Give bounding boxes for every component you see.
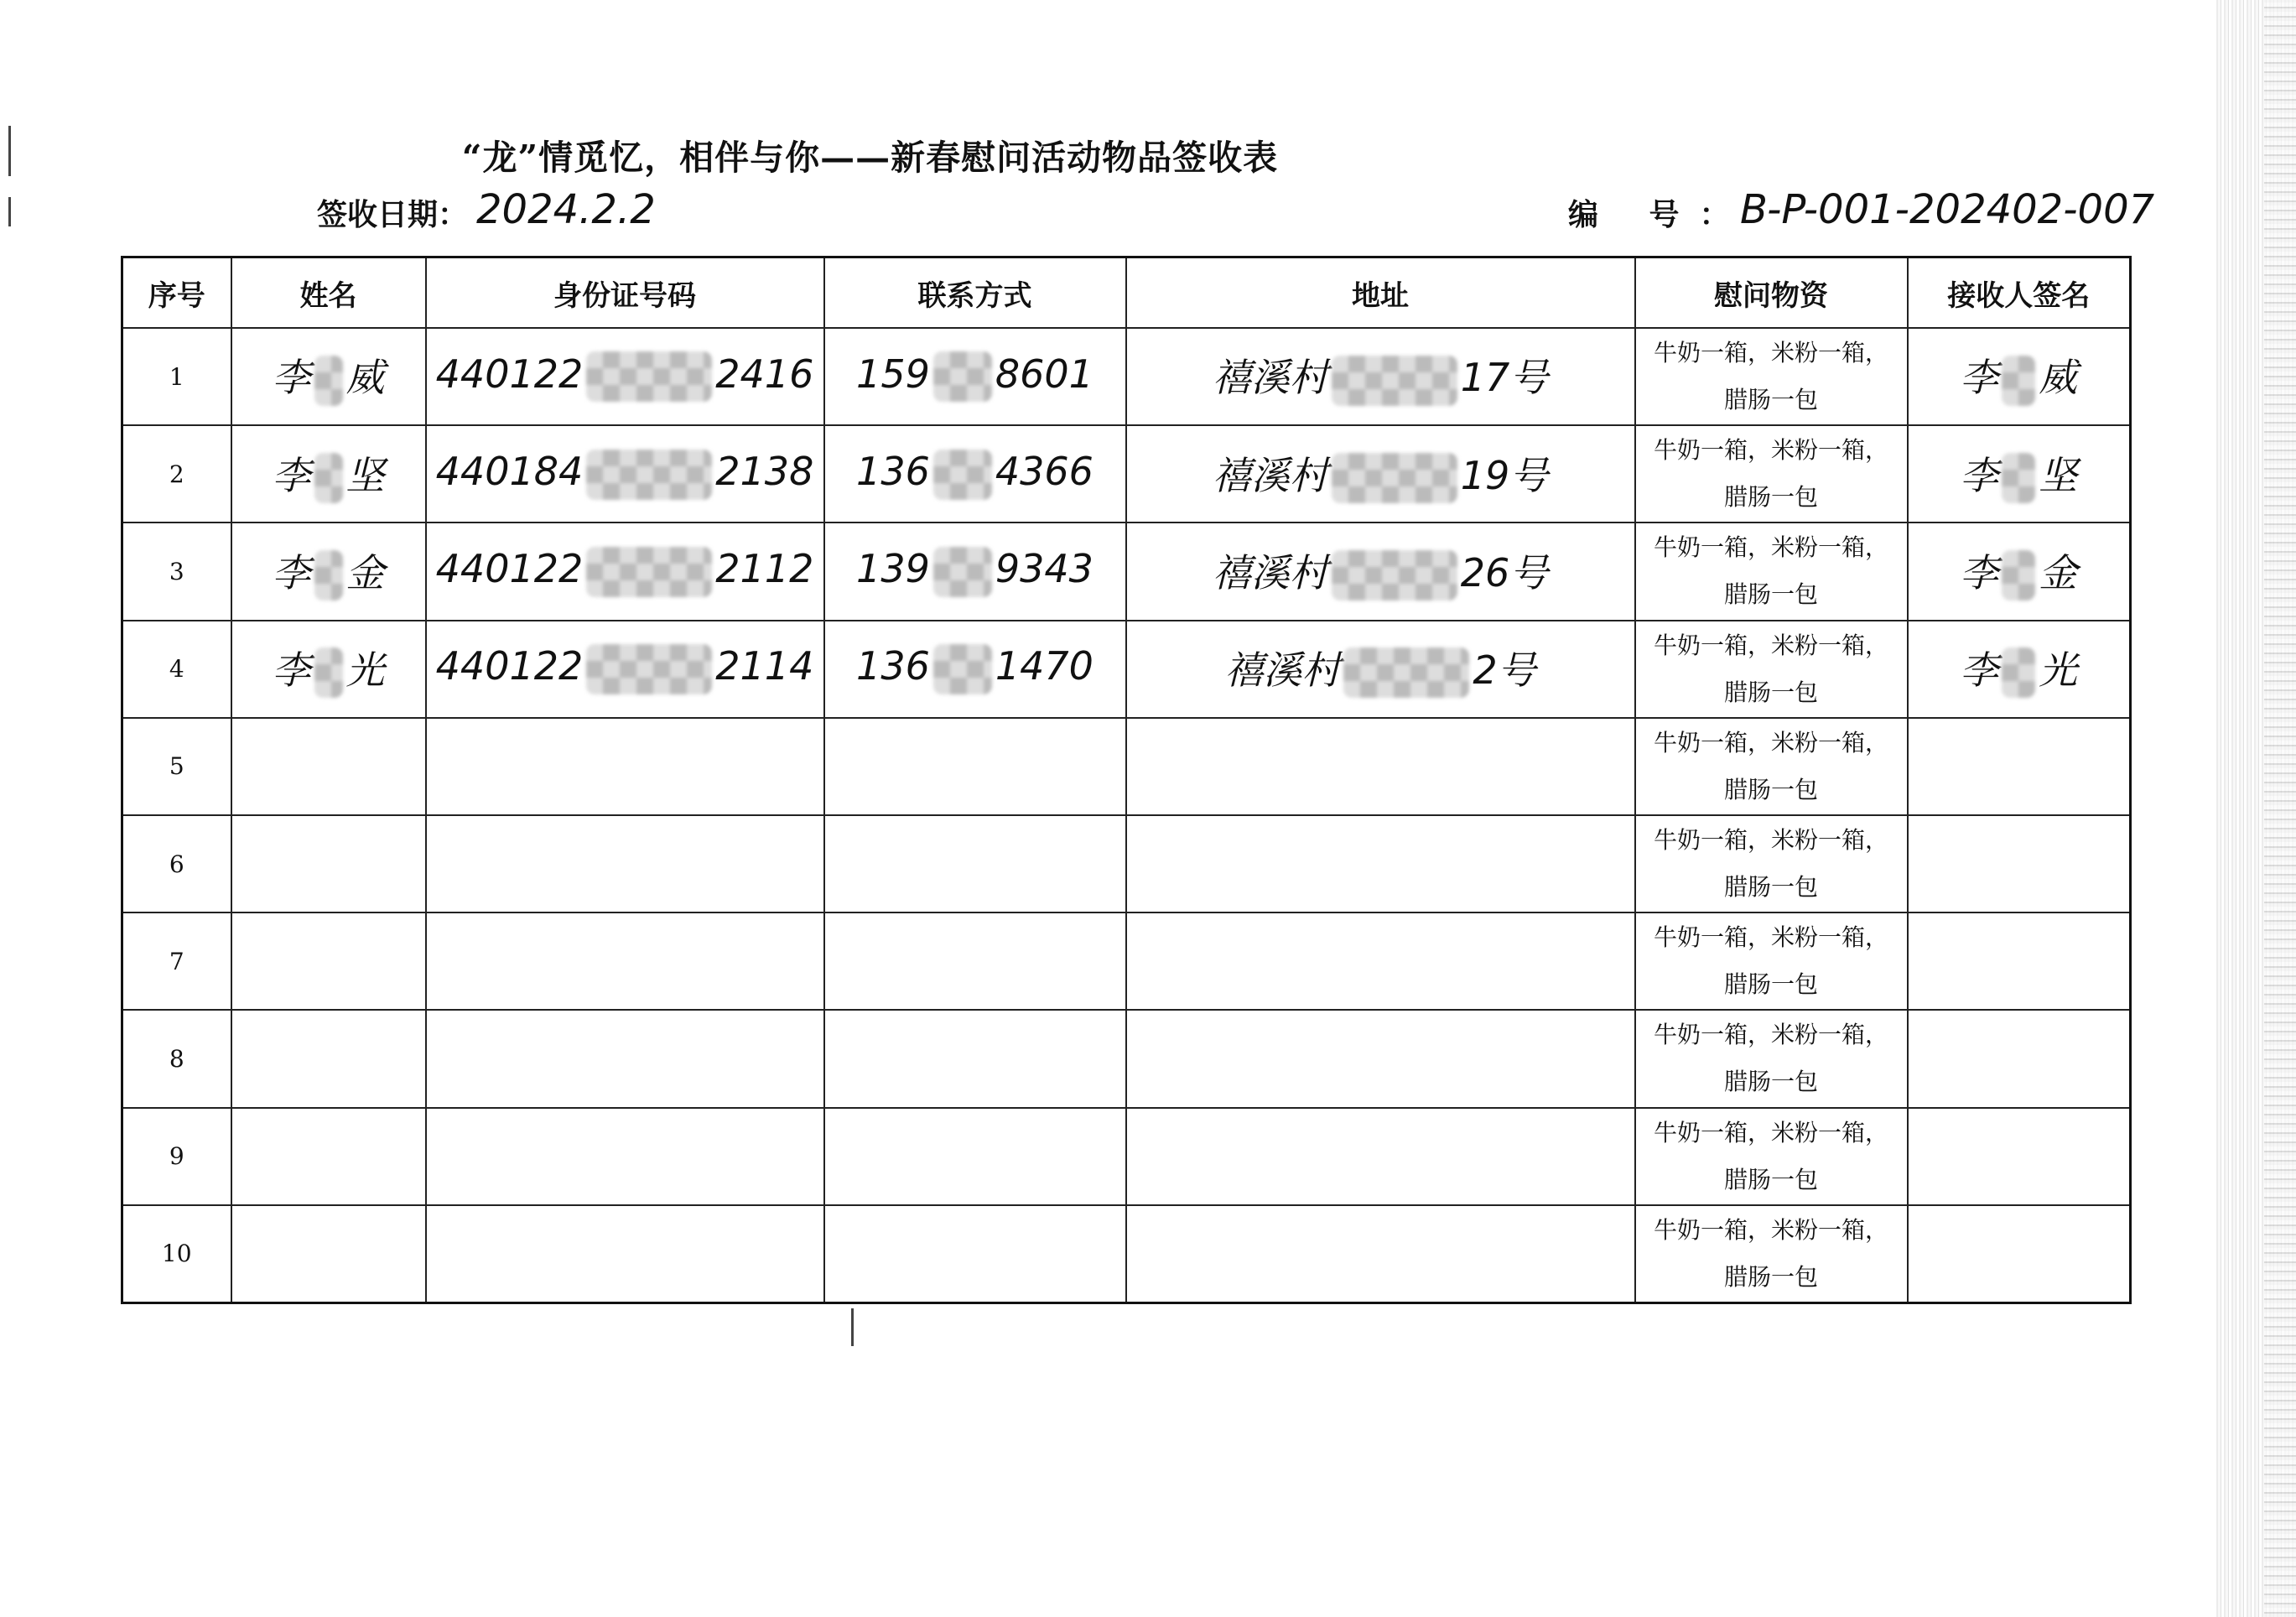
row-signature bbox=[1908, 815, 2131, 912]
sign-date-label: 签收日期： bbox=[317, 197, 469, 232]
row-seq bbox=[122, 523, 231, 620]
table-row bbox=[122, 815, 2131, 912]
row-id-number bbox=[426, 815, 824, 912]
table-header-row bbox=[122, 257, 2131, 329]
address-part: 禧溪村 bbox=[1224, 647, 1341, 693]
row-signature bbox=[1908, 425, 2131, 523]
scan-mark-left-2 bbox=[8, 197, 11, 226]
table-row bbox=[122, 1205, 2131, 1303]
serial-number-label: 编 号： bbox=[1568, 197, 1750, 232]
row-seq bbox=[122, 815, 231, 912]
row-seq bbox=[122, 425, 231, 523]
row-seq bbox=[122, 328, 231, 425]
row-signature bbox=[1908, 621, 2131, 718]
name-part: 坚 bbox=[345, 452, 385, 498]
redaction-blur bbox=[314, 647, 343, 698]
supply-line-2: 腊肠一包 bbox=[1723, 678, 1818, 706]
table-row bbox=[122, 1108, 2131, 1205]
redaction-blur bbox=[1332, 453, 1457, 503]
row-id-number bbox=[426, 1010, 824, 1107]
supply-line-1: 牛奶一箱，米粉一箱， bbox=[1653, 826, 1888, 855]
redaction-blur bbox=[2002, 647, 2035, 698]
signature-part: 李 bbox=[1960, 647, 1999, 693]
supply-line-2: 腊肠一包 bbox=[1723, 873, 1818, 902]
row-seq-text: 2 bbox=[169, 460, 184, 488]
header-contact: 联系方式 bbox=[824, 257, 1126, 329]
address-part: 17号 bbox=[1460, 355, 1549, 401]
header-id-number: 身份证号码 bbox=[426, 257, 824, 329]
row-seq-text: 7 bbox=[169, 947, 184, 975]
row-seq-text: 1 bbox=[169, 362, 184, 391]
name-part: 李 bbox=[272, 452, 311, 498]
id-part: 440122 bbox=[435, 643, 584, 689]
phone-part: 1470 bbox=[995, 643, 1093, 689]
phone-part: 159 bbox=[856, 351, 930, 397]
row-contact bbox=[824, 621, 1126, 718]
table-row bbox=[122, 425, 2131, 523]
phone-part: 136 bbox=[856, 643, 930, 689]
supply-line-2: 腊肠一包 bbox=[1723, 1068, 1818, 1096]
id-part: 2112 bbox=[715, 546, 814, 592]
header-address: 地址 bbox=[1126, 257, 1635, 329]
row-address bbox=[1126, 1205, 1635, 1303]
supply-line-2: 腊肠一包 bbox=[1723, 580, 1818, 609]
supply-line-1: 牛奶一箱，米粉一箱， bbox=[1653, 1021, 1888, 1049]
name-part: 金 bbox=[345, 549, 385, 595]
row-name bbox=[231, 1205, 426, 1303]
row-supplies bbox=[1635, 1010, 1908, 1107]
redaction-blur bbox=[2002, 356, 2035, 406]
row-id-number bbox=[426, 425, 824, 523]
supply-line-1: 牛奶一箱，米粉一箱， bbox=[1653, 923, 1888, 952]
row-supplies bbox=[1635, 815, 1908, 912]
row-contact bbox=[824, 523, 1126, 620]
row-supplies bbox=[1635, 425, 1908, 523]
supply-line-2: 腊肠一包 bbox=[1723, 1165, 1818, 1193]
row-name bbox=[231, 912, 426, 1010]
row-address bbox=[1126, 425, 1635, 523]
supply-line-2: 腊肠一包 bbox=[1723, 1262, 1818, 1291]
header-supplies: 慰问物资 bbox=[1635, 257, 1908, 329]
row-seq-text: 3 bbox=[169, 557, 184, 585]
redaction-blur bbox=[314, 550, 343, 601]
row-seq-text: 6 bbox=[169, 850, 184, 878]
row-contact bbox=[824, 328, 1126, 425]
row-seq-text: 8 bbox=[169, 1044, 184, 1073]
redaction-blur bbox=[314, 453, 343, 503]
row-signature bbox=[1908, 523, 2131, 620]
row-address bbox=[1126, 523, 1635, 620]
row-supplies bbox=[1635, 523, 1908, 620]
row-id-number bbox=[426, 328, 824, 425]
phone-part: 9343 bbox=[995, 546, 1093, 592]
table-row bbox=[122, 621, 2131, 718]
scan-mark-bottom bbox=[851, 1308, 854, 1346]
supply-line-1: 牛奶一箱，米粉一箱， bbox=[1653, 631, 1888, 659]
redaction-blur bbox=[1332, 356, 1457, 406]
row-name bbox=[231, 1010, 426, 1107]
signature-part: 李 bbox=[1960, 452, 1999, 498]
supply-line-1: 牛奶一箱，米粉一箱， bbox=[1653, 1118, 1888, 1146]
row-address bbox=[1126, 718, 1635, 815]
redaction-blur bbox=[933, 450, 992, 500]
signature-part: 李 bbox=[1960, 549, 1999, 595]
row-seq bbox=[122, 912, 231, 1010]
row-id-number bbox=[426, 912, 824, 1010]
signature-part: 李 bbox=[1960, 355, 1999, 401]
signature-part: 光 bbox=[2039, 647, 2078, 693]
id-part: 440122 bbox=[435, 351, 584, 397]
row-name bbox=[231, 815, 426, 912]
supply-line-1: 牛奶一箱，米粉一箱， bbox=[1653, 1215, 1888, 1244]
id-part: 2416 bbox=[715, 351, 814, 397]
row-contact bbox=[824, 1108, 1126, 1205]
supply-line-1: 牛奶一箱，米粉一箱， bbox=[1653, 436, 1888, 465]
row-name bbox=[231, 328, 426, 425]
phone-part: 8601 bbox=[995, 351, 1093, 397]
row-id-number bbox=[426, 523, 824, 620]
row-name bbox=[231, 523, 426, 620]
name-part: 李 bbox=[272, 355, 311, 401]
id-part: 2138 bbox=[715, 449, 814, 495]
address-part: 26号 bbox=[1460, 549, 1549, 595]
row-supplies bbox=[1635, 621, 1908, 718]
id-part: 440184 bbox=[435, 449, 584, 495]
phone-part: 136 bbox=[856, 449, 930, 495]
supply-line-2: 腊肠一包 bbox=[1723, 483, 1818, 512]
row-signature bbox=[1908, 1205, 2131, 1303]
row-seq-text: 4 bbox=[169, 655, 184, 684]
table-row bbox=[122, 523, 2131, 620]
redaction-blur bbox=[2002, 453, 2035, 503]
row-address bbox=[1126, 1108, 1635, 1205]
address-part: 禧溪村 bbox=[1212, 452, 1328, 498]
row-address bbox=[1126, 328, 1635, 425]
row-seq-text: 10 bbox=[161, 1240, 192, 1268]
signature-part: 威 bbox=[2039, 355, 2078, 401]
scan-edge-noise bbox=[2264, 0, 2296, 1617]
redaction-blur bbox=[586, 547, 712, 597]
serial-number-value: B-P-001-202402-007 bbox=[1740, 186, 2155, 233]
row-name bbox=[231, 1108, 426, 1205]
row-address bbox=[1126, 1010, 1635, 1107]
supply-line-2: 腊肠一包 bbox=[1723, 970, 1818, 999]
supply-line-1: 牛奶一箱，米粉一箱， bbox=[1653, 339, 1888, 367]
table-row bbox=[122, 1010, 2131, 1107]
row-supplies bbox=[1635, 1205, 1908, 1303]
redaction-blur bbox=[314, 356, 343, 406]
row-signature bbox=[1908, 718, 2131, 815]
row-seq-text: 9 bbox=[169, 1142, 184, 1171]
header-seq: 序号 bbox=[122, 257, 231, 329]
phone-part: 4366 bbox=[995, 449, 1093, 495]
signature-part: 金 bbox=[2039, 549, 2078, 595]
row-contact bbox=[824, 912, 1126, 1010]
row-contact bbox=[824, 425, 1126, 523]
table-row bbox=[122, 912, 2131, 1010]
row-seq bbox=[122, 1108, 231, 1205]
redaction-blur bbox=[2002, 550, 2035, 601]
row-address bbox=[1126, 621, 1635, 718]
id-part: 2114 bbox=[715, 643, 814, 689]
row-id-number bbox=[426, 621, 824, 718]
row-contact bbox=[824, 1010, 1126, 1107]
table-row bbox=[122, 328, 2131, 425]
redaction-blur bbox=[586, 644, 712, 694]
row-supplies bbox=[1635, 1108, 1908, 1205]
header-name: 姓名 bbox=[231, 257, 426, 329]
row-contact bbox=[824, 1205, 1126, 1303]
row-supplies bbox=[1635, 718, 1908, 815]
row-contact bbox=[824, 718, 1126, 815]
supply-line-1: 牛奶一箱，米粉一箱， bbox=[1653, 728, 1888, 757]
row-seq bbox=[122, 1010, 231, 1107]
address-part: 禧溪村 bbox=[1212, 549, 1328, 595]
name-part: 李 bbox=[272, 549, 311, 595]
redaction-blur bbox=[933, 644, 992, 694]
redaction-blur bbox=[1343, 647, 1469, 698]
redaction-blur bbox=[933, 547, 992, 597]
form-title: “龙”情觅忆，相伴与你——新春慰问活动物品签收表 bbox=[461, 138, 1279, 178]
row-address bbox=[1126, 815, 1635, 912]
name-part: 李 bbox=[272, 647, 311, 693]
id-part: 440122 bbox=[435, 546, 584, 592]
row-supplies bbox=[1635, 328, 1908, 425]
row-name bbox=[231, 718, 426, 815]
address-part: 19号 bbox=[1460, 452, 1549, 498]
supply-line-1: 牛奶一箱，米粉一箱， bbox=[1653, 533, 1888, 562]
row-signature bbox=[1908, 912, 2131, 1010]
header-signature: 接收人签名 bbox=[1908, 257, 2131, 329]
name-part: 光 bbox=[345, 647, 385, 693]
row-id-number bbox=[426, 718, 824, 815]
redaction-blur bbox=[933, 351, 992, 402]
address-part: 禧溪村 bbox=[1212, 355, 1328, 401]
redaction-blur bbox=[586, 351, 712, 402]
address-part: 2号 bbox=[1473, 647, 1536, 693]
row-seq bbox=[122, 1205, 231, 1303]
name-part: 威 bbox=[345, 355, 385, 401]
supply-line-2: 腊肠一包 bbox=[1723, 386, 1818, 414]
row-contact bbox=[824, 815, 1126, 912]
row-seq-text: 5 bbox=[169, 752, 184, 781]
row-signature bbox=[1908, 1010, 2131, 1107]
sign-date-value: 2024.2.2 bbox=[476, 186, 656, 233]
row-signature bbox=[1908, 328, 2131, 425]
table-row bbox=[122, 718, 2131, 815]
redaction-blur bbox=[586, 450, 712, 500]
row-supplies bbox=[1635, 912, 1908, 1010]
row-seq bbox=[122, 718, 231, 815]
row-id-number bbox=[426, 1205, 824, 1303]
phone-part: 139 bbox=[856, 546, 930, 592]
sign-for-table bbox=[121, 256, 2132, 1304]
supply-line-2: 腊肠一包 bbox=[1723, 775, 1818, 803]
row-signature bbox=[1908, 1108, 2131, 1205]
signature-part: 坚 bbox=[2039, 452, 2078, 498]
row-address bbox=[1126, 912, 1635, 1010]
redaction-blur bbox=[1332, 550, 1457, 601]
row-name bbox=[231, 425, 426, 523]
row-name bbox=[231, 621, 426, 718]
row-id-number bbox=[426, 1108, 824, 1205]
row-seq bbox=[122, 621, 231, 718]
